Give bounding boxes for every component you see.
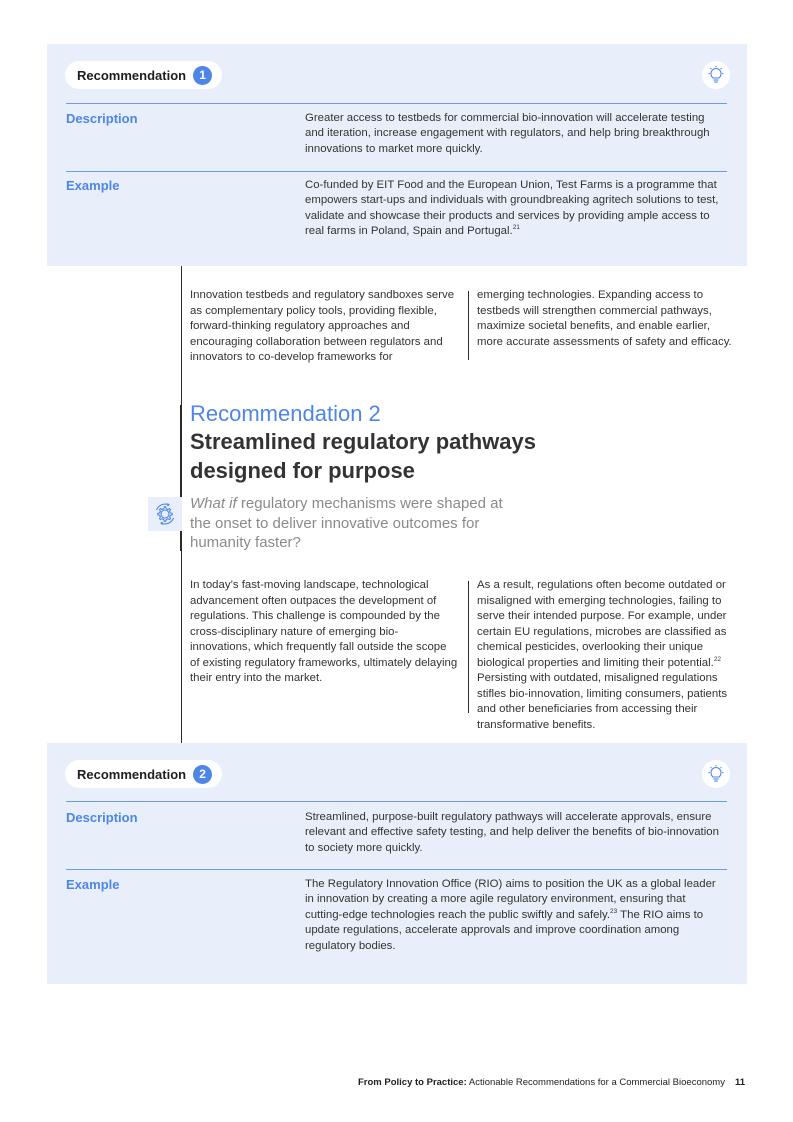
recommendation-number-badge: 2 — [193, 765, 212, 784]
description-text: Streamlined, purpose-built regulatory pathways will accelerate approvals, ensure relevant and effective safety testing, and help deliver the benefits of bio-innovation to society more quickly. — [305, 811, 719, 854]
footnote-ref: 23 — [609, 907, 618, 915]
divider — [66, 869, 727, 870]
question-lead: What if — [190, 495, 237, 512]
page-footer — [358, 1077, 745, 1088]
body2-column-2 — [477, 578, 747, 733]
example-text-body: Co-funded by EIT Food and the European Union, Test Farms is a programme that empowers start-ups and individuals with groundbreaking agritech solutions to test, validate and showcase their products and services by providing ample access to real farms in Poland, Spain and Portugal. — [305, 179, 719, 238]
column-divider — [468, 291, 469, 360]
recommendation-2-pill — [65, 760, 222, 788]
recommendation-label: Recommendation — [77, 766, 187, 782]
question-rest: regulatory mechanisms were shaped at the onset to deliver innovative outcomes for humanity faster? — [190, 495, 503, 551]
example-text — [305, 178, 725, 240]
divider — [66, 171, 727, 172]
recommendation-label: Recommendation — [77, 67, 187, 83]
example-label: Example — [66, 877, 120, 892]
recommendation-number-badge: 1 — [193, 66, 212, 85]
example-text — [305, 877, 725, 954]
description-text: Greater access to testbeds for commercial bio-innovation will accelerate testing and iteration, increase engagement with regulators, and help bring breakthrough innovations to market more quickly. — [305, 112, 710, 155]
page-number: 11 — [734, 1077, 745, 1088]
footer-title-rest: Actionable Recommendations for a Commercial Bioeconomy — [466, 1077, 725, 1088]
body1-column-1: Innovation testbeds and regulatory sandboxes serve as complementary policy tools, providing flexible, forward-thinking regulatory approaches and encouraging collaboration between regulators and innovators to co-develop frameworks for — [190, 289, 455, 363]
recommendation-2-kicker: Recommendation 2 — [190, 401, 381, 426]
divider — [66, 801, 727, 802]
recommendation-2-box — [47, 743, 747, 984]
lightbulb-icon — [702, 61, 730, 89]
body2-column-1: In today’s fast-moving landscape, technological advancement often outpaces the development of regulations. This challenge is compounded by the cross-disciplinary nature of emerging bio-innovations, which frequently fall outside the scope of existing regulatory frameworks, ultimately delaying their entry into the market. — [190, 579, 458, 684]
body2-text-b: Persisting with outdated, misaligned regulations stifles bio-innovation, limiting consumers, patients and other beneficiaries from accessing their transformative benefits. — [477, 672, 728, 731]
what-if-question — [190, 494, 520, 553]
recommendation-1-box — [47, 44, 747, 266]
divider — [66, 103, 727, 104]
footnote-ref: 22 — [713, 655, 722, 663]
footnote-ref: 21 — [512, 224, 520, 232]
lightbulb-icon — [702, 760, 730, 788]
example-text-b: The RIO aims to update regulations, accelerate approvals and improve coordination among regulatory bodies. — [305, 908, 704, 952]
column-divider — [468, 581, 469, 713]
recommendation-1-pill — [65, 61, 222, 89]
description-label: Description — [66, 111, 138, 126]
footer-title-bold: From Policy to Practice: — [357, 1077, 467, 1088]
example-text-a: The Regulatory Innovation Office (RIO) aims to position the UK as a global leader in innovation by creating a more agile regulatory environment, ensuring that cutting-edge technologies reach the public swiftly and safely. — [305, 878, 716, 921]
gear-cycle-icon — [148, 497, 182, 531]
body2-text-a: As a result, regulations often become outdated or misaligned with emerging technologies, failing to serve their intended purpose. For example, under certain EU regulations, microbes are classified as chemical pesticides, overlooking their unique biological properties and limiting their potential. — [477, 579, 727, 669]
description-label: Description — [66, 810, 138, 825]
example-label: Example — [66, 178, 120, 193]
body1-column-2: emerging technologies. Expanding access to testbeds will strengthen commercial pathways, maximize societal benefits, and enable earlier, more accurate assessments of safety and efficacy. — [477, 289, 732, 348]
recommendation-2-title: Streamlined regulatory pathways designed for purpose — [190, 429, 536, 483]
